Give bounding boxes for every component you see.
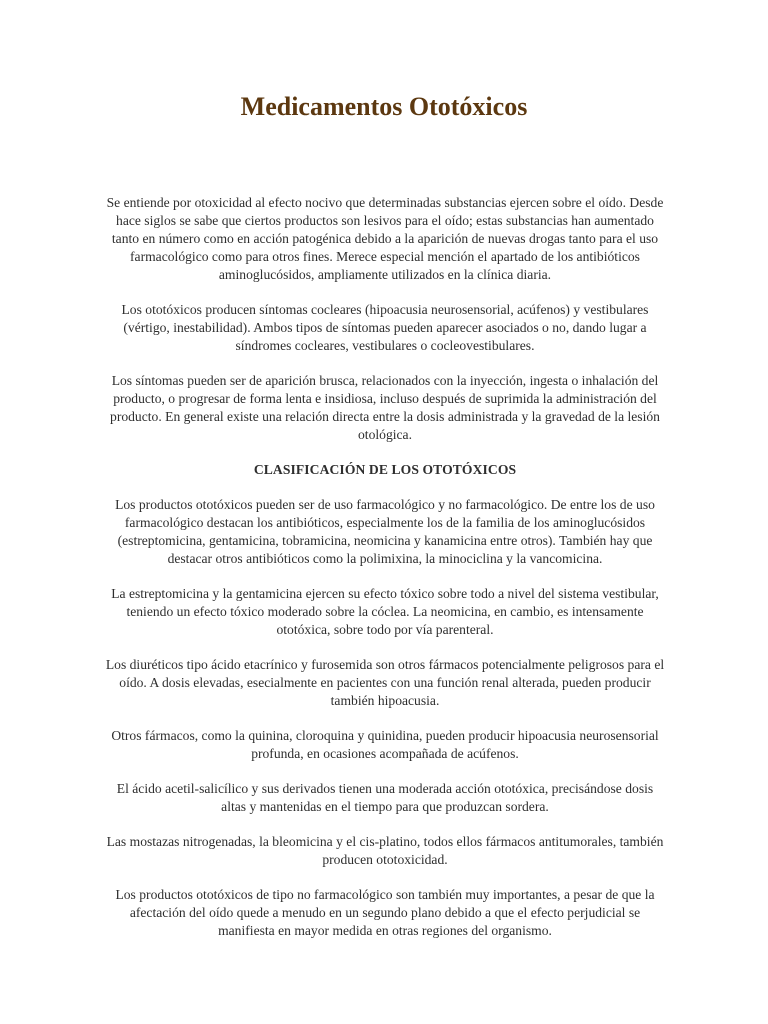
document-body bbox=[104, 194, 666, 957]
section-heading: CLASIFICACIÓN DE LOS OTOTÓXICOS bbox=[253, 462, 517, 477]
paragraph-section-2: La estreptomicina y la gentamicina ejercen su efecto tóxico sobre todo a nivel del sistema vestibular, teniendo un efecto tóxico moderado sobre la cóclea. La neomicina, en cambio, es intensamente ototóxica, sobre todo por vía parenteral. bbox=[111, 586, 659, 637]
paragraph-intro-1: Se entiende por otoxicidad al efecto nocivo que determinadas substancias ejercen sobre el oído. Desde hace siglos se sabe que ciertos productos son lesivos para el oído; estas substancias han aumentado tanto en número como en acción patogénica debido a la aparición de nuevas drogas tanto para el uso farmacológico como para otros fines. Merece especial mención el apartado de los antibióticos aminoglucósidos, ampliamente utilizados en la clínica diaria. bbox=[106, 195, 664, 282]
paragraph-intro-3: Los síntomas pueden ser de aparición brusca, relacionados con la inyección, ingesta o inhalación del producto, o progresar de forma lenta e insidiosa, incluso después de suprimida la administración del producto. En general existe una relación directa entre la dosis administrada y la gravedad de la lesión otológica. bbox=[110, 373, 660, 442]
paragraph-section-5: El ácido acetil-salicílico y sus derivados tienen una moderada acción ototóxica, precisándose dosis altas y mantenidas en el tiempo para que produzcan sordera. bbox=[116, 781, 654, 814]
paragraph-section-1: Los productos ototóxicos pueden ser de uso farmacológico y no farmacológico. De entre los de uso farmacológico destacan los antibióticos, especialmente los de la familia de los aminoglucósidos (estreptomicina, gentamicina, tobramicina, neomicina y kanamicina entre otros). También hay que destacar otros antibióticos como la polimixina, la minociclina y la vancomicina. bbox=[115, 497, 655, 566]
paragraph-section-3: Los diuréticos tipo ácido etacrínico y furosemida son otros fármacos potencialmente peligrosos para el oído. A dosis elevadas, esecialmente en pacientes con una función renal alterada, pueden producir también hipoacusia. bbox=[105, 657, 665, 708]
paragraph-intro-2: Los ototóxicos producen síntomas cocleares (hipoacusia neurosensorial, acúfenos) y vestibulares (vértigo, inestabilidad). Ambos tipos de síntomas pueden aparecer asociados o no, dando lugar a síndromes cocleares, vestibulares o cocleovestibulares. bbox=[121, 302, 649, 353]
paragraph-section-4: Otros fármacos, como la quinina, cloroquina y quinidina, pueden producir hipoacusia neurosensorial profunda, en ocasiones acompañada de acúfenos. bbox=[111, 728, 659, 761]
paragraph-section-6: Las mostazas nitrogenadas, la bleomicina y el cis-platino, todos ellos fármacos antitumorales, también producen ototoxicidad. bbox=[106, 834, 664, 867]
paragraph-section-7: Los productos ototóxicos de tipo no farmacológico son también muy importantes, a pesar de que la afectación del oído quede a menudo en un segundo plano debido a que el efecto perjudicial se manifiesta en mayor medida en otras regiones del organismo. bbox=[115, 887, 655, 938]
document-title: Medicamentos Ototóxicos bbox=[240, 92, 528, 121]
